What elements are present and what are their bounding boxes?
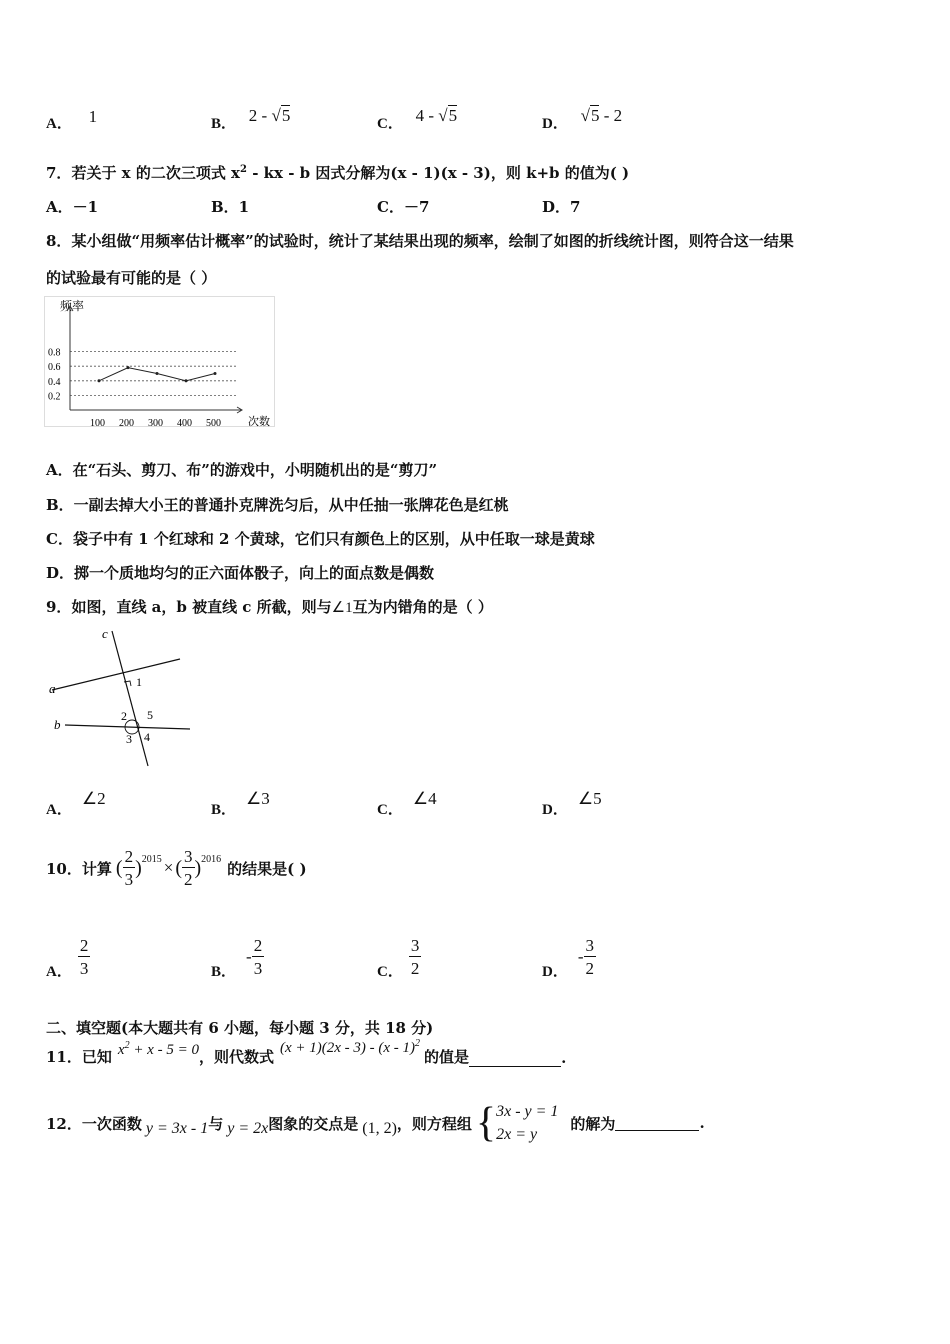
q9-angle: ∠1 [331, 600, 353, 616]
data-point [156, 372, 159, 375]
chart-ylabel: 频率 [60, 299, 85, 313]
q6-option-c-value: 4 - √5 [415, 106, 458, 125]
question-9 [46, 596, 493, 617]
q10-number: 10． [46, 859, 82, 878]
q10-option-c-fraction: $\frac{3}{2}$ [410, 935, 420, 978]
chart-grid [70, 352, 236, 396]
chart-frame [45, 297, 275, 427]
q8-option-d: D．掷一个质地均匀的正六面体骰子，向上的面点数是偶数 [46, 564, 435, 582]
q9-option-d: D．∠5 [542, 789, 602, 818]
q10-text-pre: 计算 [81, 859, 112, 878]
q7-text-pre: 若关于 x 的二次三项式 x [71, 164, 240, 182]
x-tick-label: 100 [90, 418, 105, 429]
radicand: 5 [590, 106, 600, 125]
y-tick-label: 0.2 [48, 391, 61, 403]
q9-option-a: A．∠2 [46, 789, 106, 818]
q8-option-a: A．在“石头、剪刀、布”的游戏中，小明随机出的是“剪刀” [46, 461, 438, 479]
x-tick-label: 400 [177, 418, 192, 429]
chart-xlabel: 次数 [248, 416, 270, 428]
question-8 [46, 230, 794, 251]
q8-option-b: B．一副去掉大小王的普通扑克牌洗匀后，从中任抽一张牌花色是红桃 [46, 496, 509, 514]
x-tick-label: 200 [119, 418, 134, 429]
label-b: b [54, 717, 61, 732]
data-point [214, 372, 217, 375]
q10-exp-1: 2015 [141, 854, 162, 865]
label-4: 4 [144, 730, 150, 744]
q9-option-c: C．∠4 [377, 789, 437, 818]
y-tick-label: 0.4 [48, 376, 61, 388]
q6-option-c-label: C． [377, 116, 403, 132]
q10-fraction-2: $\frac{3}{2}$ [184, 847, 193, 889]
q6-option-a-label: A． [46, 116, 72, 132]
q11-text-post: 的值是 [424, 1048, 470, 1066]
q10-exp-2: 2016 [201, 854, 222, 865]
q10-option-c: C． $\frac{3}{2}$ [377, 935, 420, 980]
lines-angle-figure [44, 622, 194, 772]
q12-text-mid2: 图象的交点是 [268, 1114, 359, 1133]
y-tick-label: 0.6 [48, 362, 61, 374]
q6-option-b-label: B． [211, 116, 237, 132]
data-point [185, 379, 188, 382]
q8-text-line1: 某小组做“用频率估计概率”的试验时，统计了某结果出现的频率，绘制了如图的折线统计图，则符合这一结果 [71, 232, 794, 250]
q9-number: 9． [46, 598, 72, 616]
question-12: 12． 一次函数 y = 3x - 1 与 y = 2x 图象的交点是 (1, 2) ，则方程组 { 3x - y = 1 2x = y 的解为 . [46, 1100, 705, 1147]
q6-option-c [377, 106, 458, 133]
q11-text-pre: 已知 [81, 1048, 112, 1066]
angle-1-mark [124, 681, 131, 686]
q7-text-post: - kx - b 因式分解为(x - 1)(x - 3)，则 k+b 的值为( ) [246, 164, 630, 182]
q11-expression: (x + 1)(2x - 3) - (x - 1)$^2$ [279, 1038, 421, 1056]
q6-option-d-value: √5 - 2 [580, 106, 623, 125]
q12-system-eq1: 3x - y = 1 [496, 1103, 559, 1120]
data-point [98, 379, 101, 382]
q11-answer-blank[interactable] [469, 1052, 561, 1067]
question-11: 11． 已知 $x^2 + x - 5 = 0$ ，则代数式 (x + 1)(2x - 3) - (x - 1)$^2$ 的值是 . [46, 1038, 567, 1067]
q12-answer-blank[interactable] [615, 1116, 699, 1131]
x-tick-label: 300 [148, 418, 163, 429]
label-5: 5 [147, 708, 153, 722]
question-7 [46, 162, 629, 183]
q9-text-post: 互为内错角的是（ ） [352, 598, 493, 616]
q10-option-a-fraction: $\frac{2}{3}$ [79, 935, 89, 978]
q11-number: 11． [46, 1048, 82, 1066]
line-a [52, 659, 180, 690]
radicand: 5 [448, 106, 458, 125]
chart-series [98, 366, 217, 382]
radicand: 5 [281, 106, 291, 125]
label-3: 3 [126, 732, 132, 746]
q12-text-post: 的解为 [570, 1114, 616, 1133]
q6-option-d [542, 106, 623, 133]
label-1: 1 [136, 675, 142, 689]
label-2: 2 [121, 709, 127, 723]
q8-text-line2: 的试验最有可能的是（ ） [46, 269, 217, 287]
q10-option-d: D． - $\frac{3}{2}$ [542, 935, 595, 980]
frequency-line-chart [44, 296, 278, 430]
q12-number: 12． [46, 1114, 82, 1133]
section-2-title: 二、填空题(本大题共有 6 小题，每小题 3 分，共 18 分) [46, 1019, 434, 1037]
q7-option-b: B．1 [211, 198, 250, 216]
q11-text-mid: ，则代数式 [198, 1048, 274, 1066]
q12-function-2: y = 2x [227, 1120, 269, 1138]
q12-system [496, 1100, 558, 1146]
question-10: 10． 计算 ( $\frac{2}{3}$ ) 2015 × ( $\frac{3}{2}$ ) 2016 的结果是( ) [46, 847, 307, 889]
q11-equation: $x^2 + x - 5 = 0$ [117, 1040, 199, 1058]
q10-fraction-1: $\frac{2}{3}$ [124, 847, 134, 889]
line-b [65, 725, 190, 729]
q12-point: (1, 2) [362, 1120, 397, 1138]
label-c: c [102, 626, 108, 641]
q8-number: 8． [46, 232, 72, 250]
q7-option-a: A．－1 [46, 198, 99, 216]
q6-option-b [211, 106, 291, 133]
x-tick-label: 500 [206, 418, 221, 429]
q10-text-post: 的结果是( ) [227, 859, 307, 878]
q12-function-1: y = 3x - 1 [145, 1120, 209, 1138]
q9-option-b: B．∠3 [211, 789, 270, 818]
q6-option-a [46, 107, 98, 133]
chart-axes [67, 306, 242, 413]
q10-option-d-fraction: $\frac{3}{2}$ [585, 935, 595, 978]
q12-text-pre: 一次函数 [81, 1114, 142, 1133]
y-tick-label: 0.8 [48, 347, 61, 359]
q8-option-c: C．袋子中有 1 个红球和 2 个黄球，它们只有颜色上的区别，从中任取一球是黄球 [46, 530, 595, 548]
q12-text-mid1: 与 [208, 1114, 224, 1133]
chart-ticks [48, 348, 221, 429]
q6-option-d-label: D． [542, 116, 568, 132]
label-a: a [49, 681, 56, 696]
q7-number: 7． [46, 164, 72, 182]
data-point [127, 366, 130, 369]
q6-option-a-value: 1 [88, 107, 98, 126]
q10-option-a: A． $\frac{2}{3}$ [46, 935, 89, 980]
q10-option-b: B． - $\frac{2}{3}$ [211, 935, 263, 980]
q7-option-d: D．7 [542, 198, 581, 216]
q10-option-b-fraction: $\frac{2}{3}$ [253, 935, 263, 978]
q7-sup: 2 [240, 164, 247, 175]
q10-times: × [163, 858, 174, 877]
q9-text-pre: 如图，直线 a，b 被直线 c 所截，则与 [71, 598, 332, 616]
q12-text-mid3: ，则方程组 [396, 1114, 472, 1133]
q7-option-c: C．－7 [377, 198, 430, 216]
q12-system-eq2: 2x = y [496, 1126, 538, 1144]
q6-option-b-value: 2 - √5 [248, 106, 291, 125]
